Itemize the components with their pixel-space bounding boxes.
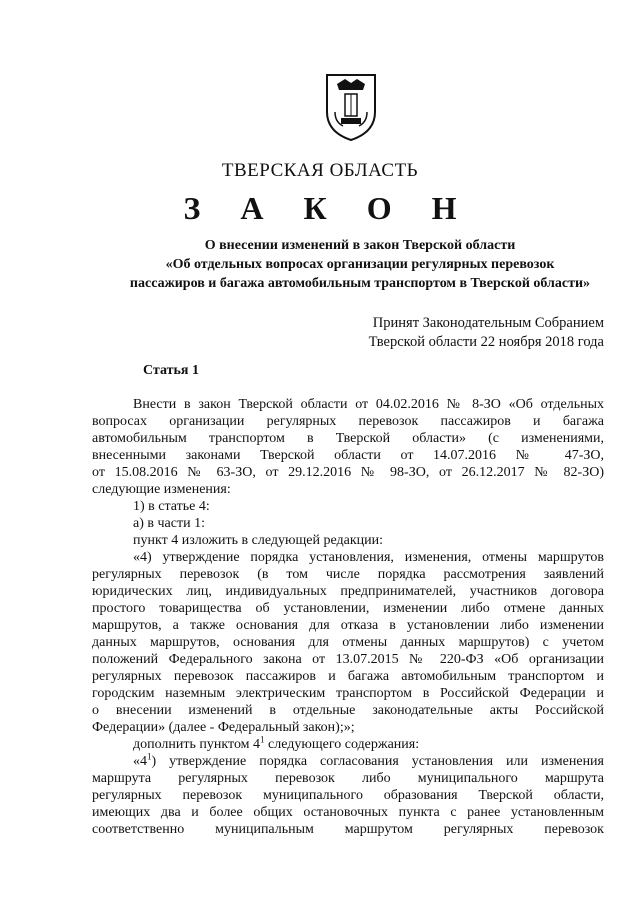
adoption-line: Тверской области 22 ноября 2018 года [368,334,604,350]
body-line: о внесении изменений в отдельные законодательные акты Российской [92,703,604,718]
body-line: городским наземным электрическим транспортом в Российской Федерации и [92,686,604,701]
body-line: регулярных перевозок пассажиров и багажа автомобильным транспортом и [92,669,604,684]
region-name: ТВЕРСКАЯ ОБЛАСТЬ [221,160,419,181]
coat-of-arms-emblem [323,72,379,142]
body-line: «4) утверждение порядка установления, изменения, отмены маршрутов [133,550,604,565]
superscript: 1 [147,753,152,762]
document-type: З А К О Н [183,190,473,226]
article-body [92,396,604,838]
body-line: следующие изменения: [92,482,231,497]
body-line: маршрутов, а также основания для отказа в установлении либо изменении [92,618,604,633]
body-line: Внести в закон Тверской области от 04.02.2016 № 8-ЗО «Об отдельных [133,397,604,412]
body-text: «4 [133,754,147,769]
body-line: регулярных перевозок муниципального образования Тверской области, [92,788,604,803]
law-title [100,236,620,293]
body-text: ) утверждение порядка согласования установления или изменения [151,754,604,769]
body-line: маршрута регулярных перевозок либо муниципального маршрута [92,771,604,786]
body-line: положений Федерального закона от 13.07.2015 № 220-ФЗ «Об организации [92,652,604,667]
body-line: автомобильным транспортом в Тверской области» (с изменениями, [92,431,604,446]
body-line: данных маршрутов, основания для отмены данных маршрутов) с учетом [92,635,604,650]
body-line: имеющих два и более общих остановочных пункта с ранее установленным [92,805,604,820]
body-line: Федерации» (далее - Федеральный закон);»; [92,720,355,735]
body-line: пункт 4 изложить в следующей редакции: [133,533,383,548]
superscript: 1 [260,736,265,745]
body-line: а) в части 1: [133,516,205,531]
body-line: 1) в статье 4: [133,499,210,514]
article-heading: Статья 1 [143,363,199,378]
law-title-line: О внесении изменений в закон Тверской области [204,238,516,253]
body-line: от 15.08.2016 № 63-ЗО, от 29.12.2016 № 98-ЗО, от 26.12.2017 № 82-ЗО) [92,465,604,480]
law-title-line: «Об отдельных вопросах организации регулярных перевозок [165,257,555,272]
body-line [92,736,604,753]
body-line: соответственно муниципальным маршрутом регулярных перевозок [92,822,604,837]
body-text: дополнить пунктом 4 [133,737,261,752]
body-line: простого товарищества об установлении, изменении либо отмене данных [92,601,604,616]
body-text: следующего содержания: [264,737,420,752]
adoption-line: Принят Законодательным Собранием [372,315,604,331]
body-line: вопросах организации регулярных перевозок пассажиров и багажа [92,414,604,429]
body-line: внесенными законами Тверской области от 14.07.2016 № 47-ЗО, [92,448,604,463]
body-line: регулярных перевозок (в том числе порядка рассмотрения заявлений [92,567,604,582]
law-title-line: пассажиров и багажа автомобильным транспортом в Тверской области» [129,276,591,291]
body-line: юридических лиц, индивидуальных предпринимателей, участников договора [92,584,604,599]
adoption-note [369,314,604,352]
body-line [92,753,604,770]
